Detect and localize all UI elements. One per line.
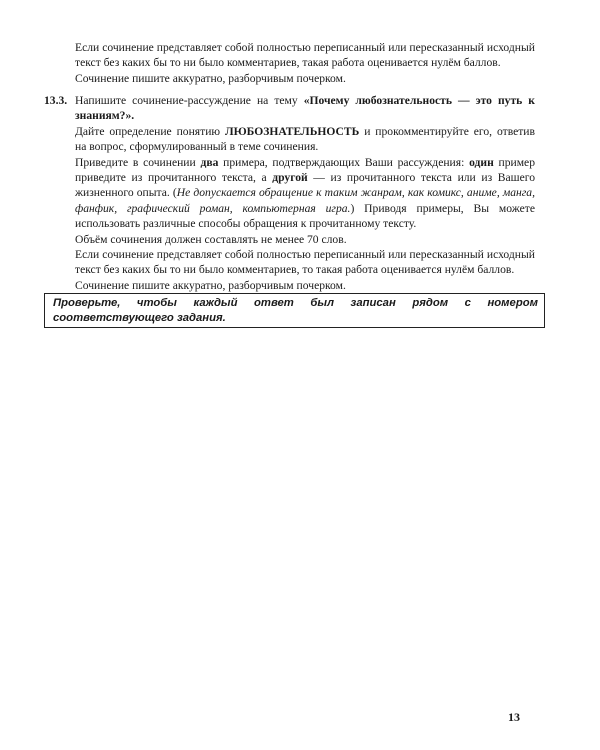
task-definition: Дайте определение понятию ЛЮБОЗНАТЕЛЬНОСТЬ и прокомментируйте его, ответив на вопрос, сформулированный в теме сочинения. [75, 124, 535, 154]
page-number: 13 [508, 710, 520, 724]
task-13-3 [44, 93, 535, 293]
task-volume: Объём сочинения должен составлять не менее 70 слов. [75, 232, 347, 246]
genre-restriction: Не допускается обращение к таким жанрам, как комикс, аниме, манга, фанфик, графический роман, компьютерная игра. [75, 186, 535, 215]
task-handwriting-rule: Сочинение пишите аккуратно, разборчивым почерком. [75, 278, 346, 292]
task-body [75, 93, 535, 293]
intro-handwriting-rule: Сочинение пишите аккуратно, разборчивым почерком. [75, 71, 346, 85]
intro-block [75, 40, 535, 86]
task-zero-score-rule: Если сочинение представляет собой полностью переписанный или пересказанный исходный текст без каких бы то ни было комментариев, то такая работа оценивается нулём баллов. [75, 248, 535, 277]
task-number: 13.3. [44, 94, 68, 107]
definition-term: ЛЮБОЗНАТЕЛЬНОСТЬ [224, 124, 360, 138]
task-examples: Приведите в сочинении два примера, подтверждающих Ваши рассуждения: один пример приведите из прочитанного текста, а другой — из прочитанного текста или из Вашего жизненного опыта. (Не допускается обращение к таким жанрам, как комикс, аниме, манга, фанфик, графический роман, компьютерная игра.) Приводя примеры, Вы можете использовать различные способы обращения к прочитанному тексту. [75, 155, 536, 231]
intro-zero-score-rule: Если сочинение представляет собой полностью переписанный или пересказанный исходный текст без каких бы то ни было комментариев, такая работа оценивается нулём баллов. [75, 41, 535, 70]
task-topic: «Почему любознательность — это путь к знаниям?». [75, 94, 535, 123]
task-prompt: Напишите сочинение-рассуждение на тему «Почему любознательность — это путь к знаниям?». [75, 94, 535, 123]
check-answers-notice: Проверьте, чтобы каждый ответ был записан рядом с номером соответствующего задания. [44, 293, 545, 328]
